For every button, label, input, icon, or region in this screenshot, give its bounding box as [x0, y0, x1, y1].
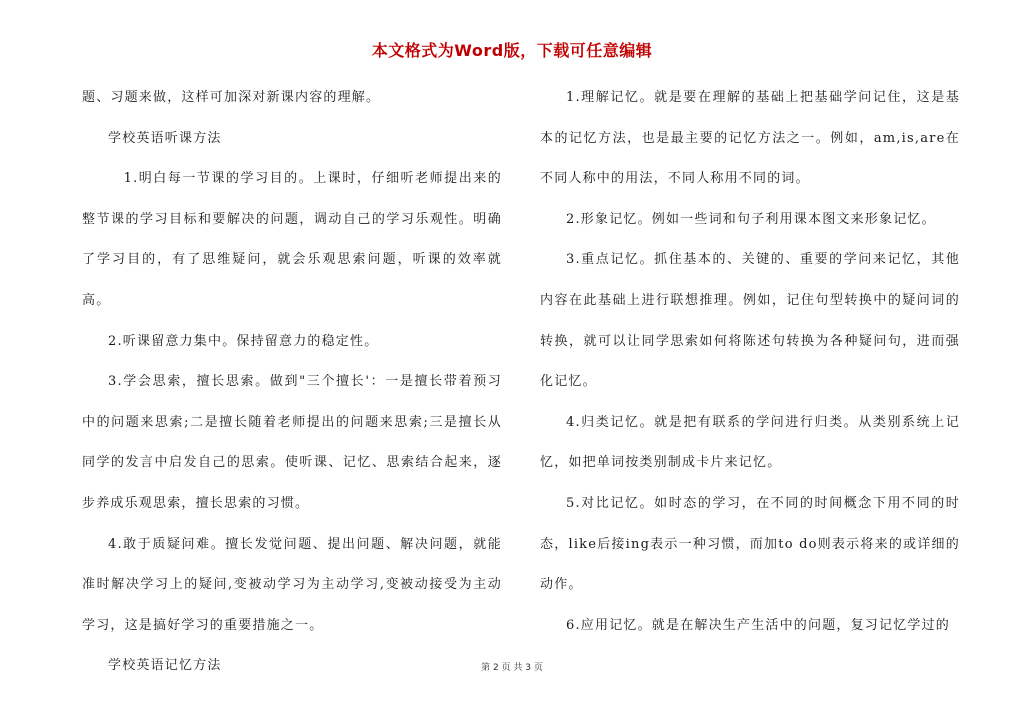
paragraph: 4.归类记忆。就是把有联系的学问进行归类。从类别系统上记忆，如把单词按类别制成卡片来记忆。 [540, 414, 960, 471]
paragraph: 3.重点记忆。抓住基本的、关键的、重要的学问来记忆，其他内容在此基础上进行联想推理。例如，记住句型转换中的疑问词的转换，就可以让同学思索如何将陈述句转换为各种疑问句，进而强化记忆。 [540, 252, 960, 390]
document-header-title: 本文格式为Word版，下载可任意编辑 [371, 41, 653, 60]
left-column [82, 78, 502, 687]
right-column [540, 78, 960, 646]
paragraph: 2.听课留意力集中。保持留意力的稳定性。 [108, 333, 379, 349]
section-heading-listening: 学校英语听课方法 [108, 130, 222, 146]
paragraph: 1.明白每一节课的学习目的。上课时，仔细听老师提出来的整节课的学习目标和要解决的问题，调动自己的学习乐观性。明确了学习目的，有了思维疑问，就会乐观思索问题，听课的效率就高。 [82, 171, 502, 308]
paragraph: 6.应用记忆。就是在解决生产生活中的问题，复习记忆学过的 [566, 617, 951, 633]
paragraph: 5.对比记忆。如时态的学习，在不同的时间概念下用不同的时态，like后接ing表示一种习惯，而加to do则表示将来的或详细的动作。 [540, 495, 960, 593]
section-heading-memory: 学校英语记忆方法 [108, 658, 222, 674]
paragraph: 2.形象记忆。例如一些词和句子利用课本图文来形象记忆。 [566, 211, 936, 227]
paragraph: 4.敢于质疑问难。擅长发觉问题、提出问题、解决问题，就能准时解决学习上的疑问,变被动学习为主动学习,变被动接受为主动学习，这是搞好学习的重要措施之一。 [82, 536, 502, 633]
paragraph: 题、习题来做，这样可加深对新课内容的理解。 [82, 90, 381, 105]
paragraph: 3.学会思索，擅长思索。做到"三个擅长'：一是擅长带着预习中的问题来思索;二是擅长随着老师提出的问题来思索;三是擅长从同学的发言中启发自己的思索。使听课、记忆、思索结合起来，逐步养成乐观思索，擅长思索的习惯。 [82, 374, 502, 511]
paragraph: 1.理解记忆。就是要在理解的基础上把基础学问记住，这是基本的记忆方法，也是最主要的记忆方法之一。例如，am,is,are在不同人称中的用法，不同人称用不同的词。 [540, 90, 960, 187]
page-number-footer: 第 2 页 共 3 页 [481, 663, 543, 673]
